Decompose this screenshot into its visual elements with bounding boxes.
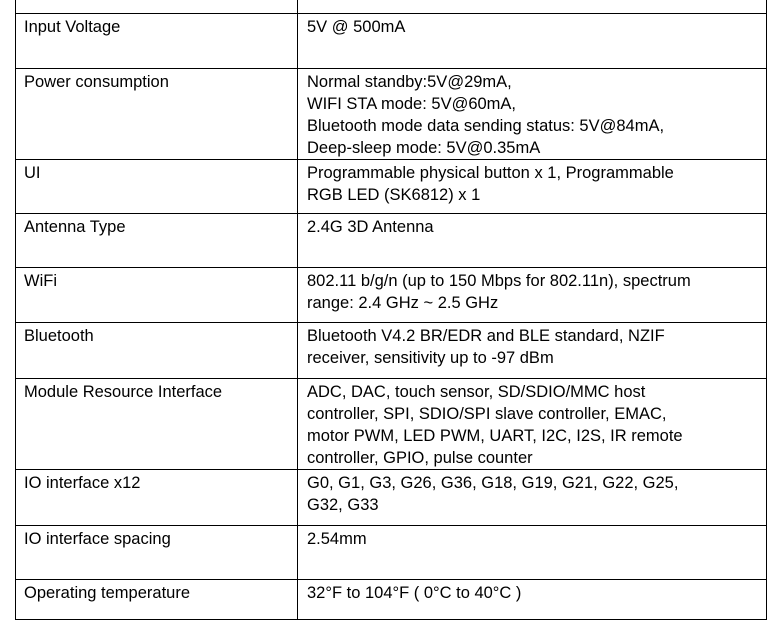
row-value: 2.4G 3D Antenna [298, 214, 767, 268]
table-row [16, 323, 767, 379]
row-label: Input Voltage [16, 14, 298, 69]
row-value: 2.54mm [298, 526, 767, 580]
row-label: Operating temperature [16, 580, 298, 620]
row-value: 802.11 b/g/n (up to 150 Mbps for 802.11n), spectrum range: 2.4 GHz ~ 2.5 GHz [298, 268, 767, 323]
row-label: IO interface spacing [16, 526, 298, 580]
specifications-table [15, 0, 767, 620]
row-label [16, 0, 298, 14]
row-label: UI [16, 160, 298, 214]
table-row [16, 214, 767, 268]
table-row [16, 69, 767, 160]
row-value [298, 0, 767, 14]
table-row [16, 268, 767, 323]
row-value: G0, G1, G3, G26, G36, G18, G19, G21, G22, G25, G32, G33 [298, 470, 767, 526]
table-row [16, 526, 767, 580]
table-row [16, 160, 767, 214]
table-row [16, 0, 767, 14]
row-value: 5V @ 500mA [298, 14, 767, 69]
table-row [16, 14, 767, 69]
row-value: Normal standby:5V@29mA, WIFI STA mode: 5V@60mA, Bluetooth mode data sending status: 5V@84mA, Deep-sleep mode: 5V@0.35mA [298, 69, 767, 160]
row-value: 32°F to 104°F ( 0°C to 40°C ) [298, 580, 767, 620]
row-label: IO interface x12 [16, 470, 298, 526]
row-value: Bluetooth V4.2 BR/EDR and BLE standard, NZIF receiver, sensitivity up to -97 dBm [298, 323, 767, 379]
table-row [16, 470, 767, 526]
row-value: ADC, DAC, touch sensor, SD/SDIO/MMC host controller, SPI, SDIO/SPI slave controller, EMAC, motor PWM, LED PWM, UART, I2C, I2S, IR remote controller, GPIO, pulse counter [298, 379, 767, 470]
row-label: Bluetooth [16, 323, 298, 379]
row-label: Antenna Type [16, 214, 298, 268]
row-label: Module Resource Interface [16, 379, 298, 470]
row-value: Programmable physical button x 1, Programmable RGB LED (SK6812) x 1 [298, 160, 767, 214]
table-row [16, 379, 767, 470]
row-label: Power consumption [16, 69, 298, 160]
row-label: WiFi [16, 268, 298, 323]
